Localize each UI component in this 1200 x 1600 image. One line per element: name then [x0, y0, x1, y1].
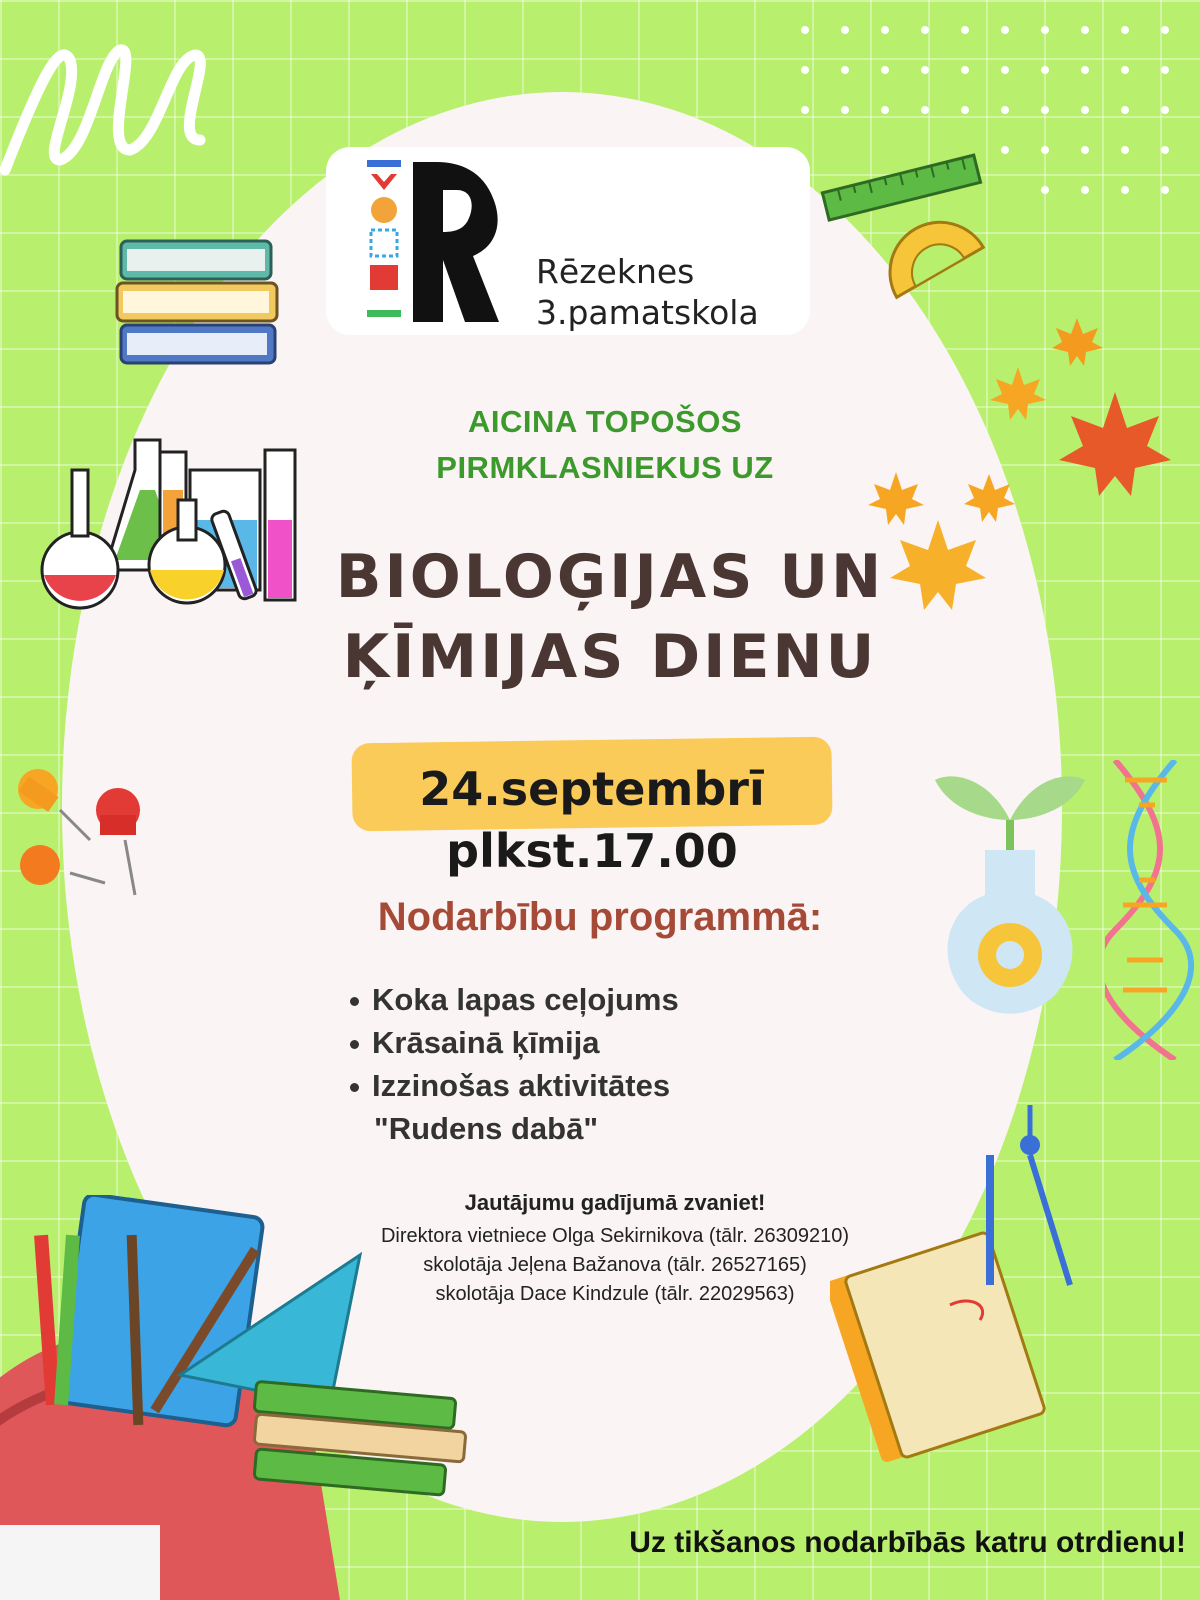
- event-date: 24.septembrī: [419, 762, 765, 816]
- white-scribble-icon: [0, 20, 240, 190]
- bullet-icon: [350, 1083, 359, 1092]
- bullet-icon: [350, 1040, 359, 1049]
- program-heading: Nodarbību programmā:: [377, 895, 823, 939]
- contact-line: skolotāja Dace Kindzule (tālr. 22029563): [435, 1283, 795, 1305]
- program-item: [350, 1068, 670, 1104]
- invite-line2: PIRMKLASNIEKUS UZ: [436, 450, 774, 485]
- footer-message: Uz tikšanos nodarbībās katru otrdienu!: [629, 1526, 1186, 1559]
- program-item: [350, 1025, 599, 1061]
- maple-leaf-icon: [988, 365, 1048, 425]
- program-item-text: Izzinošas aktivitātes: [372, 1068, 671, 1103]
- school-bag-icon: [0, 1195, 520, 1600]
- protractor-icon: [870, 195, 990, 305]
- maple-leaf-icon: [1050, 316, 1105, 371]
- push-pin-icon: [0, 755, 160, 905]
- contact-line: Direktora vietniece Olga Sekirnikova (tālr. 26309210): [380, 1225, 850, 1247]
- sprout-flask-icon: [935, 760, 1085, 1035]
- invite-line1: AICINA TOPOŠOS: [468, 404, 742, 439]
- event-time: plkst.17.00: [446, 824, 738, 878]
- school-emblem-icon: [365, 160, 515, 330]
- maple-leaf-icon: [1055, 390, 1175, 500]
- notebook-icon: [830, 1105, 1090, 1475]
- program-item-text: Koka lapas ceļojums: [372, 982, 679, 1017]
- program-item-text: Krāsainā ķīmija: [372, 1025, 600, 1060]
- program-item: [350, 982, 679, 1018]
- contacts-heading: Jautājumu gadījumā zvaniet!: [464, 1190, 766, 1215]
- contact-line: skolotāja Jeļena Bažanova (tālr. 26527165): [423, 1254, 807, 1276]
- page-title-line2: ĶĪMIJAS DIENU: [342, 622, 878, 692]
- page-title-line1: BIOLOĢIJAS UN: [335, 542, 885, 612]
- books-icon: [115, 235, 285, 370]
- dna-helix-icon: [1105, 760, 1195, 1060]
- bullet-icon: [350, 997, 359, 1006]
- school-name-line2: 3.pamatskola: [536, 293, 759, 332]
- program-item-continuation: "Rudens dabā": [374, 1111, 599, 1146]
- school-name-line1: Rēzeknes: [536, 252, 695, 291]
